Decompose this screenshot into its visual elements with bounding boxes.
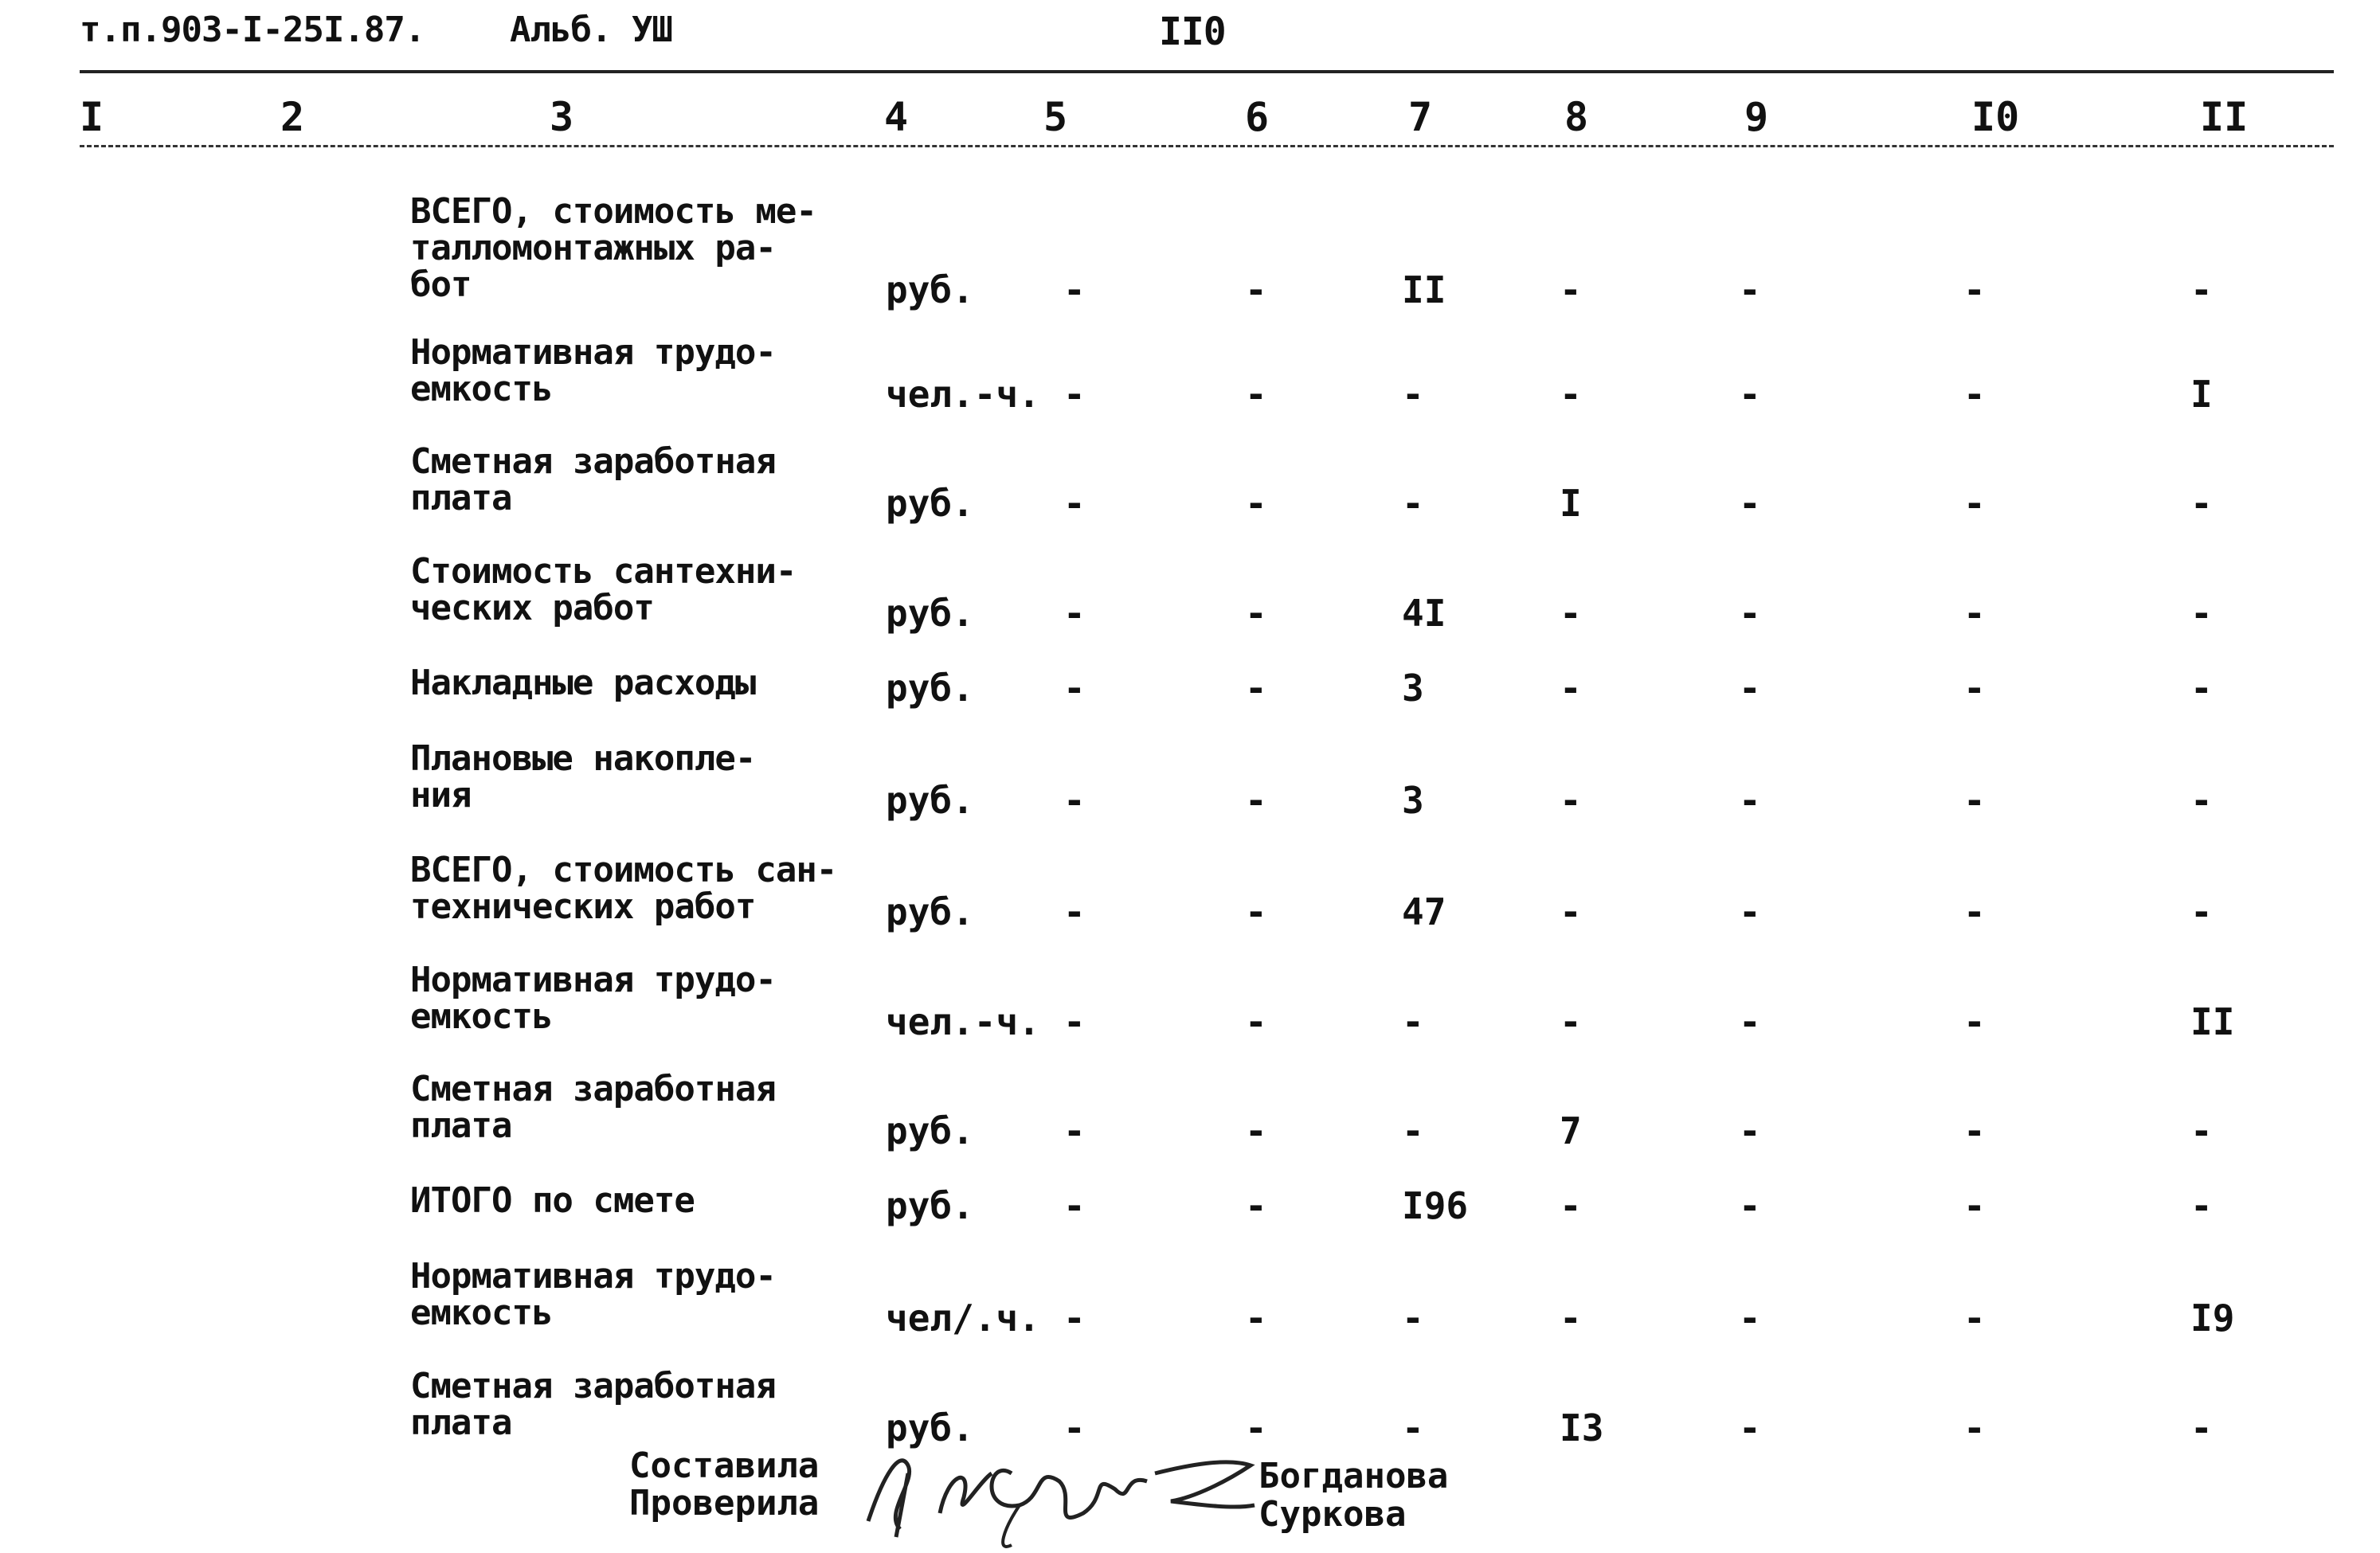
- row-value-c5: -: [1063, 890, 1086, 933]
- row-value-c7: -: [1402, 373, 1424, 416]
- row-value-c5: -: [1063, 779, 1086, 822]
- column-number-5: 5: [1043, 94, 1068, 140]
- row-value-c7: -: [1402, 1406, 1424, 1449]
- row-value-c10: -: [1963, 482, 1986, 525]
- column-number-4: 4: [884, 94, 909, 140]
- row-value-c8: -: [1560, 1297, 1582, 1340]
- column-number-1: I: [80, 94, 104, 140]
- row-value-c10: -: [1963, 1184, 1986, 1227]
- row-value-c10: -: [1963, 268, 1986, 311]
- column-number-9: 9: [1744, 94, 1769, 140]
- row-description: Сметная заработная плата: [410, 1069, 776, 1146]
- row-value-c6: -: [1245, 890, 1267, 933]
- checked-by-label: Проверила: [629, 1483, 820, 1524]
- row-unit: чел.-ч.: [886, 373, 1040, 416]
- row-value-c11: -: [2190, 890, 2213, 933]
- column-number-7: 7: [1408, 94, 1433, 140]
- row-value-c9: -: [1739, 1297, 1761, 1340]
- row-description: ВСЕГО, стоимость ме- талломонтажных ра- бот: [410, 191, 816, 305]
- row-description: Нормативная трудо- емкость: [410, 1256, 776, 1333]
- row-value-c11: -: [2190, 268, 2213, 311]
- compiled-by-name: Богданова: [1259, 1456, 1449, 1496]
- row-value-c8: -: [1560, 1000, 1582, 1043]
- row-value-c8: -: [1560, 890, 1582, 933]
- row-value-c5: -: [1063, 1184, 1086, 1227]
- row-value-c6: -: [1245, 1109, 1267, 1152]
- row-value-c10: -: [1963, 373, 1986, 416]
- row-value-c10: -: [1963, 1000, 1986, 1043]
- doc-reference: т.п.903-I-25I.87.: [80, 10, 425, 50]
- row-value-c6: -: [1245, 1000, 1267, 1043]
- row-value-c5: -: [1063, 268, 1086, 311]
- row-value-c11: -: [2190, 482, 2213, 525]
- row-value-c9: -: [1739, 482, 1761, 525]
- row-value-c5: -: [1063, 373, 1086, 416]
- header-rule-bottom: [80, 145, 2334, 147]
- column-number-10: I0: [1971, 94, 2020, 140]
- row-value-c7: -: [1402, 1109, 1424, 1152]
- row-value-c11: I: [2190, 373, 2213, 416]
- column-number-8: 8: [1564, 94, 1589, 140]
- row-value-c8: I: [1560, 482, 1582, 525]
- row-value-c8: -: [1560, 779, 1582, 822]
- album-label: Альб. УШ: [510, 10, 672, 50]
- row-value-c6: -: [1245, 592, 1267, 635]
- row-description: Нормативная трудо- емкость: [410, 960, 776, 1037]
- row-description: Стоимость сантехни- ческих работ: [410, 551, 797, 628]
- row-unit: чел/.ч.: [886, 1297, 1040, 1340]
- row-value-c8: -: [1560, 373, 1582, 416]
- row-value-c10: -: [1963, 779, 1986, 822]
- row-value-c9: -: [1739, 592, 1761, 635]
- row-description: Нормативная трудо- емкость: [410, 332, 776, 409]
- row-value-c8: -: [1560, 667, 1582, 710]
- row-value-c8: -: [1560, 1184, 1582, 1227]
- row-value-c11: -: [2190, 1109, 2213, 1152]
- row-unit: руб.: [886, 890, 974, 933]
- checked-by-name: Суркова: [1259, 1494, 1407, 1535]
- row-value-c5: -: [1063, 667, 1086, 710]
- row-value-c6: -: [1245, 1297, 1267, 1340]
- row-value-c9: -: [1739, 667, 1761, 710]
- row-value-c11: -: [2190, 667, 2213, 710]
- column-number-6: 6: [1245, 94, 1270, 140]
- row-value-c10: -: [1963, 592, 1986, 635]
- row-value-c7: I96: [1402, 1184, 1469, 1227]
- row-unit: руб.: [886, 779, 974, 822]
- row-unit: руб.: [886, 1406, 974, 1449]
- row-value-c7: 3: [1402, 667, 1424, 710]
- row-unit: руб.: [886, 268, 974, 311]
- row-value-c7: 4I: [1402, 592, 1446, 635]
- row-value-c6: -: [1245, 779, 1267, 822]
- row-value-c5: -: [1063, 592, 1086, 635]
- row-value-c8: -: [1560, 268, 1582, 311]
- row-value-c11: -: [2190, 592, 2213, 635]
- row-value-c7: -: [1402, 1297, 1424, 1340]
- row-description: Накладные расходы: [410, 663, 756, 703]
- row-value-c6: -: [1245, 1406, 1267, 1449]
- row-value-c9: -: [1739, 1109, 1761, 1152]
- column-number-2: 2: [280, 94, 305, 140]
- row-unit: руб.: [886, 592, 974, 635]
- column-number-3: 3: [550, 94, 574, 140]
- row-description: Плановые накопле- ния: [410, 738, 756, 816]
- row-value-c8: -: [1560, 592, 1582, 635]
- row-description: ВСЕГО, стоимость сан- технических работ: [410, 850, 837, 927]
- row-value-c5: -: [1063, 1406, 1086, 1449]
- row-value-c9: -: [1739, 268, 1761, 311]
- row-value-c9: -: [1739, 890, 1761, 933]
- row-unit: чел.-ч.: [886, 1000, 1040, 1043]
- row-value-c9: -: [1739, 1000, 1761, 1043]
- row-value-c11: -: [2190, 779, 2213, 822]
- row-value-c5: -: [1063, 482, 1086, 525]
- row-value-c9: -: [1739, 373, 1761, 416]
- row-unit: руб.: [886, 667, 974, 710]
- compiled-by-label: Составила: [629, 1445, 820, 1486]
- row-unit: руб.: [886, 1109, 974, 1152]
- row-unit: руб.: [886, 1184, 974, 1227]
- row-value-c11: II: [2190, 1000, 2235, 1043]
- row-value-c6: -: [1245, 1184, 1267, 1227]
- row-value-c9: -: [1739, 1406, 1761, 1449]
- row-description: ИТОГО по смете: [410, 1180, 695, 1221]
- row-value-c6: -: [1245, 268, 1267, 311]
- row-value-c6: -: [1245, 482, 1267, 525]
- row-value-c8: I3: [1560, 1406, 1604, 1449]
- row-value-c11: -: [2190, 1184, 2213, 1227]
- row-value-c11: I9: [2190, 1297, 2235, 1340]
- column-number-11: II: [2200, 94, 2249, 140]
- row-value-c11: -: [2190, 1406, 2213, 1449]
- row-value-c7: -: [1402, 482, 1424, 525]
- handwritten-signature: [852, 1426, 1266, 1553]
- row-value-c6: -: [1245, 373, 1267, 416]
- row-value-c7: II: [1402, 268, 1446, 311]
- row-value-c5: -: [1063, 1000, 1086, 1043]
- row-value-c8: 7: [1560, 1109, 1582, 1152]
- row-value-c10: -: [1963, 1109, 1986, 1152]
- row-value-c10: -: [1963, 890, 1986, 933]
- row-value-c10: -: [1963, 1297, 1986, 1340]
- row-value-c9: -: [1739, 779, 1761, 822]
- row-description: Сметная заработная плата: [410, 1366, 776, 1443]
- page-number: II0: [1159, 10, 1226, 54]
- header-rule-top: [80, 70, 2334, 73]
- row-value-c6: -: [1245, 667, 1267, 710]
- row-unit: руб.: [886, 482, 974, 525]
- row-value-c9: -: [1739, 1184, 1761, 1227]
- row-value-c10: -: [1963, 667, 1986, 710]
- row-value-c7: 47: [1402, 890, 1446, 933]
- row-value-c7: 3: [1402, 779, 1424, 822]
- row-value-c10: -: [1963, 1406, 1986, 1449]
- row-value-c5: -: [1063, 1297, 1086, 1340]
- row-value-c5: -: [1063, 1109, 1086, 1152]
- row-description: Сметная заработная плата: [410, 441, 776, 518]
- row-value-c7: -: [1402, 1000, 1424, 1043]
